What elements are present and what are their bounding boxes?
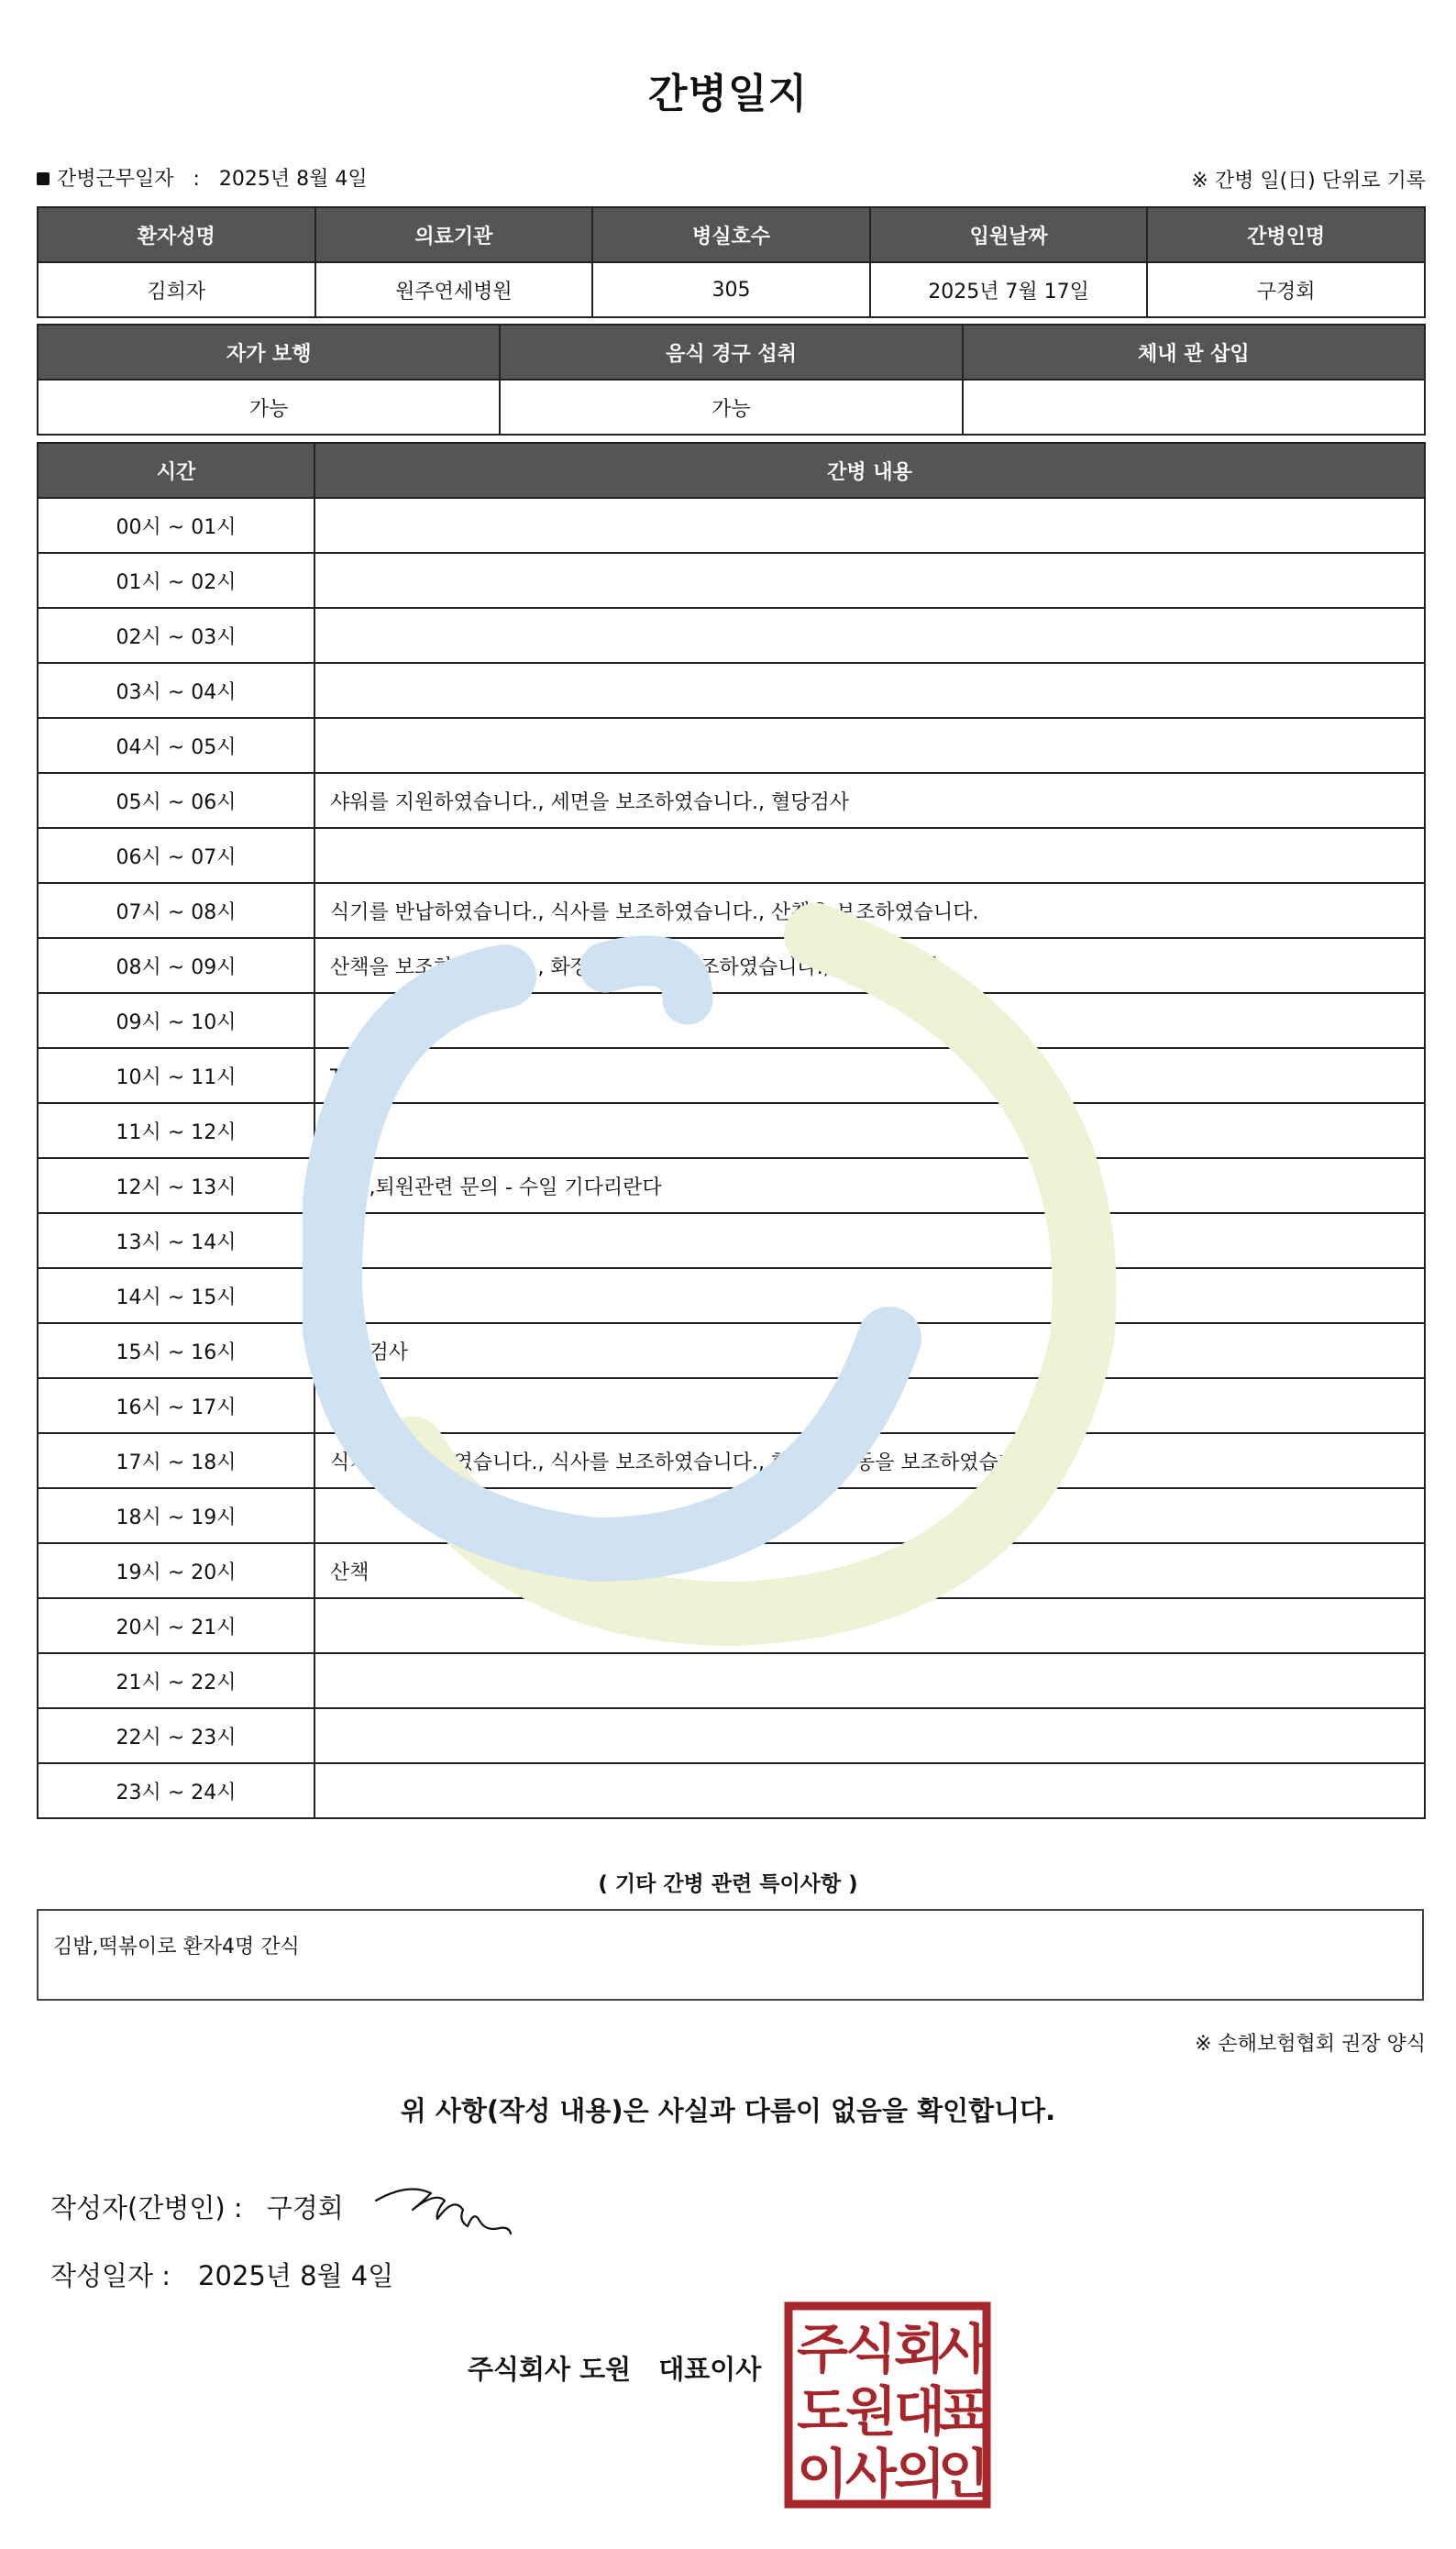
log-time: 00시 ~ 01시: [38, 498, 314, 553]
log-row: [38, 1158, 1425, 1213]
page-title: 간병일지: [647, 71, 808, 117]
log-time: 03시 ~ 04시: [38, 663, 314, 718]
log-row: [38, 1598, 1425, 1653]
work-date-separator: :: [193, 168, 200, 191]
log-time: 06시 ~ 07시: [38, 828, 314, 883]
svg-text:사: 사: [844, 2443, 898, 2505]
log-time: 11시 ~ 12시: [38, 1103, 314, 1158]
status-header-row: [38, 325, 1425, 380]
header-room-number: 병실호수: [592, 207, 870, 262]
log-content: [314, 1763, 1425, 1818]
work-date-line: [37, 163, 368, 192]
log-content: 산책: [314, 1543, 1425, 1598]
log-content: [314, 1708, 1425, 1763]
log-content: [314, 1268, 1425, 1323]
written-date-label: 작성일자 :: [50, 2260, 171, 2291]
special-notes-text: 김밥,떡볶이로 환자4명 간식: [53, 1936, 300, 1959]
log-content: [314, 1653, 1425, 1708]
log-content: [314, 718, 1425, 773]
log-row: [38, 1378, 1425, 1433]
log-row: [38, 1268, 1425, 1323]
log-row: [38, 498, 1425, 553]
log-time: 22시 ~ 23시: [38, 1708, 314, 1763]
log-content: 산책을 보조하였습니다., 화장실 이동을 보조하였습니다., 항생제 주사: [314, 938, 1425, 993]
log-row: [38, 1653, 1425, 1708]
writer-label: 작성자(간병인) :: [50, 2192, 243, 2223]
log-content: TV시청: [314, 1048, 1425, 1103]
log-time: 09시 ~ 10시: [38, 993, 314, 1048]
log-time: 16시 ~ 17시: [38, 1378, 314, 1433]
header-time: 시간: [38, 443, 314, 498]
log-row: [38, 718, 1425, 773]
patient-name: 김희자: [38, 262, 315, 317]
header-care-content: 간병 내용: [314, 443, 1425, 498]
header-admission-date: 입원날짜: [870, 207, 1148, 262]
confirmation-statement: 위 사항(작성 내용)은 사실과 다름이 없음을 확인합니다.: [400, 2095, 1056, 2126]
svg-text:사: 사: [937, 2318, 990, 2380]
written-date-value: 2025년 8월 4일: [198, 2260, 394, 2291]
representative-title: 대표이사: [658, 2354, 762, 2385]
company-line: [468, 2349, 761, 2387]
svg-text:회: 회: [893, 2318, 946, 2380]
patient-status-table: [37, 324, 1426, 436]
log-row: [38, 553, 1425, 608]
svg-text:원: 원: [844, 2380, 898, 2443]
log-time: 07시 ~ 08시: [38, 883, 314, 938]
svg-text:의: 의: [893, 2443, 946, 2505]
log-row: [38, 1103, 1425, 1158]
log-row: [38, 1543, 1425, 1598]
log-time: 15시 ~ 16시: [38, 1323, 314, 1378]
log-row: [38, 773, 1425, 828]
oral-intake-value: 가능: [500, 380, 962, 435]
notes-heading: ( 기타 간병 관련 특이사항 ): [598, 1872, 858, 1896]
log-content: 회진,퇴원관련 문의 - 수일 기다리란다: [314, 1158, 1425, 1213]
log-row: [38, 1488, 1425, 1543]
log-row: [38, 993, 1425, 1048]
svg-text:도: 도: [796, 2380, 849, 2443]
log-content: 혈당검사: [314, 1323, 1425, 1378]
room-number: 305: [592, 262, 870, 317]
work-date-value: 2025년 8월 4일: [218, 168, 368, 191]
log-content: [314, 553, 1425, 608]
log-row: [38, 1708, 1425, 1763]
log-time: 21시 ~ 22시: [38, 1653, 314, 1708]
log-time: 10시 ~ 11시: [38, 1048, 314, 1103]
self-walking-value: 가능: [38, 380, 500, 435]
header-caregiver-name: 간병인명: [1147, 207, 1425, 262]
log-row: [38, 1213, 1425, 1268]
log-row: [38, 828, 1425, 883]
log-time: 18시 ~ 19시: [38, 1488, 314, 1543]
header-self-walking: 자가 보행: [38, 325, 500, 380]
log-content: [314, 608, 1425, 663]
log-row: [38, 1763, 1425, 1818]
svg-text:표: 표: [937, 2380, 990, 2443]
log-time: 02시 ~ 03시: [38, 608, 314, 663]
log-content: [314, 1598, 1425, 1653]
log-row: [38, 663, 1425, 718]
log-time: 17시 ~ 18시: [38, 1433, 314, 1488]
log-time: 23시 ~ 24시: [38, 1763, 314, 1818]
header-hospital: 의료기관: [315, 207, 593, 262]
log-row: [38, 938, 1425, 993]
svg-text:식: 식: [844, 2318, 898, 2380]
header-patient-name: 환자성명: [38, 207, 315, 262]
log-content: [314, 663, 1425, 718]
log-time: 19시 ~ 20시: [38, 1543, 314, 1598]
special-notes-box: [37, 1909, 1424, 2001]
caregiver-name: 구경회: [1147, 262, 1425, 317]
log-row: [38, 1433, 1425, 1488]
unit-note: ※ 간병 일(日) 단위로 기록: [1191, 170, 1426, 193]
log-row: [38, 1048, 1425, 1103]
log-time: 13시 ~ 14시: [38, 1213, 314, 1268]
log-body: [38, 498, 1425, 1818]
log-time: 01시 ~ 02시: [38, 553, 314, 608]
admission-date: 2025년 7월 17일: [870, 262, 1148, 317]
form-source-note: ※ 손해보험협회 권장 양식: [1195, 2033, 1426, 2056]
patient-info-table: [37, 206, 1426, 318]
log-time: 04시 ~ 05시: [38, 718, 314, 773]
svg-text:주: 주: [796, 2318, 849, 2380]
log-content: [314, 993, 1425, 1048]
log-content: [314, 498, 1425, 553]
header-oral-intake: 음식 경구 섭취: [500, 325, 962, 380]
log-row: [38, 1323, 1425, 1378]
log-content: [314, 1103, 1425, 1158]
log-time: 08시 ~ 09시: [38, 938, 314, 993]
handwritten-signature-icon: [371, 2173, 532, 2237]
svg-text:인: 인: [937, 2443, 990, 2505]
log-header-row: [38, 443, 1425, 498]
log-time: 20시 ~ 21시: [38, 1598, 314, 1653]
log-content: 식기를 반납하였습니다., 식사를 보조하였습니다., 산책을 보조하였습니다.: [314, 883, 1425, 938]
svg-text:대: 대: [893, 2380, 946, 2443]
writer-name: 구경회: [266, 2192, 344, 2223]
written-date-line: [50, 2256, 393, 2293]
header-tube-insertion: 체내 관 삽입: [963, 325, 1425, 380]
info-header-row: [38, 207, 1425, 262]
log-content: 식기를 반납하였습니다., 식사를 보조하였습니다., 화장실 이동을 보조하였습니다.: [314, 1433, 1425, 1488]
log-content: [314, 1378, 1425, 1433]
company-name: 주식회사 도원: [468, 2354, 632, 2385]
log-time: 05시 ~ 06시: [38, 773, 314, 828]
log-time: 12시 ~ 13시: [38, 1158, 314, 1213]
log-content: 샤워를 지원하였습니다., 세면을 보조하였습니다., 혈당검사: [314, 773, 1425, 828]
log-content: [314, 1213, 1425, 1268]
hospital-name: 원주연세병원: [315, 262, 593, 317]
log-row: [38, 608, 1425, 663]
log-content: [314, 828, 1425, 883]
writer-line: [50, 2188, 344, 2225]
info-value-row: [38, 262, 1425, 317]
hourly-care-log-table: [37, 442, 1426, 1819]
company-seal-stamp-icon: [784, 2301, 991, 2509]
log-content: [314, 1488, 1425, 1543]
log-time: 14시 ~ 15시: [38, 1268, 314, 1323]
tube-insertion-value: [963, 380, 1425, 435]
work-date-label: 간병근무일자: [57, 168, 174, 191]
status-value-row: [38, 380, 1425, 435]
log-row: [38, 883, 1425, 938]
svg-text:이: 이: [796, 2443, 849, 2505]
bullet-square-icon: [37, 172, 50, 185]
